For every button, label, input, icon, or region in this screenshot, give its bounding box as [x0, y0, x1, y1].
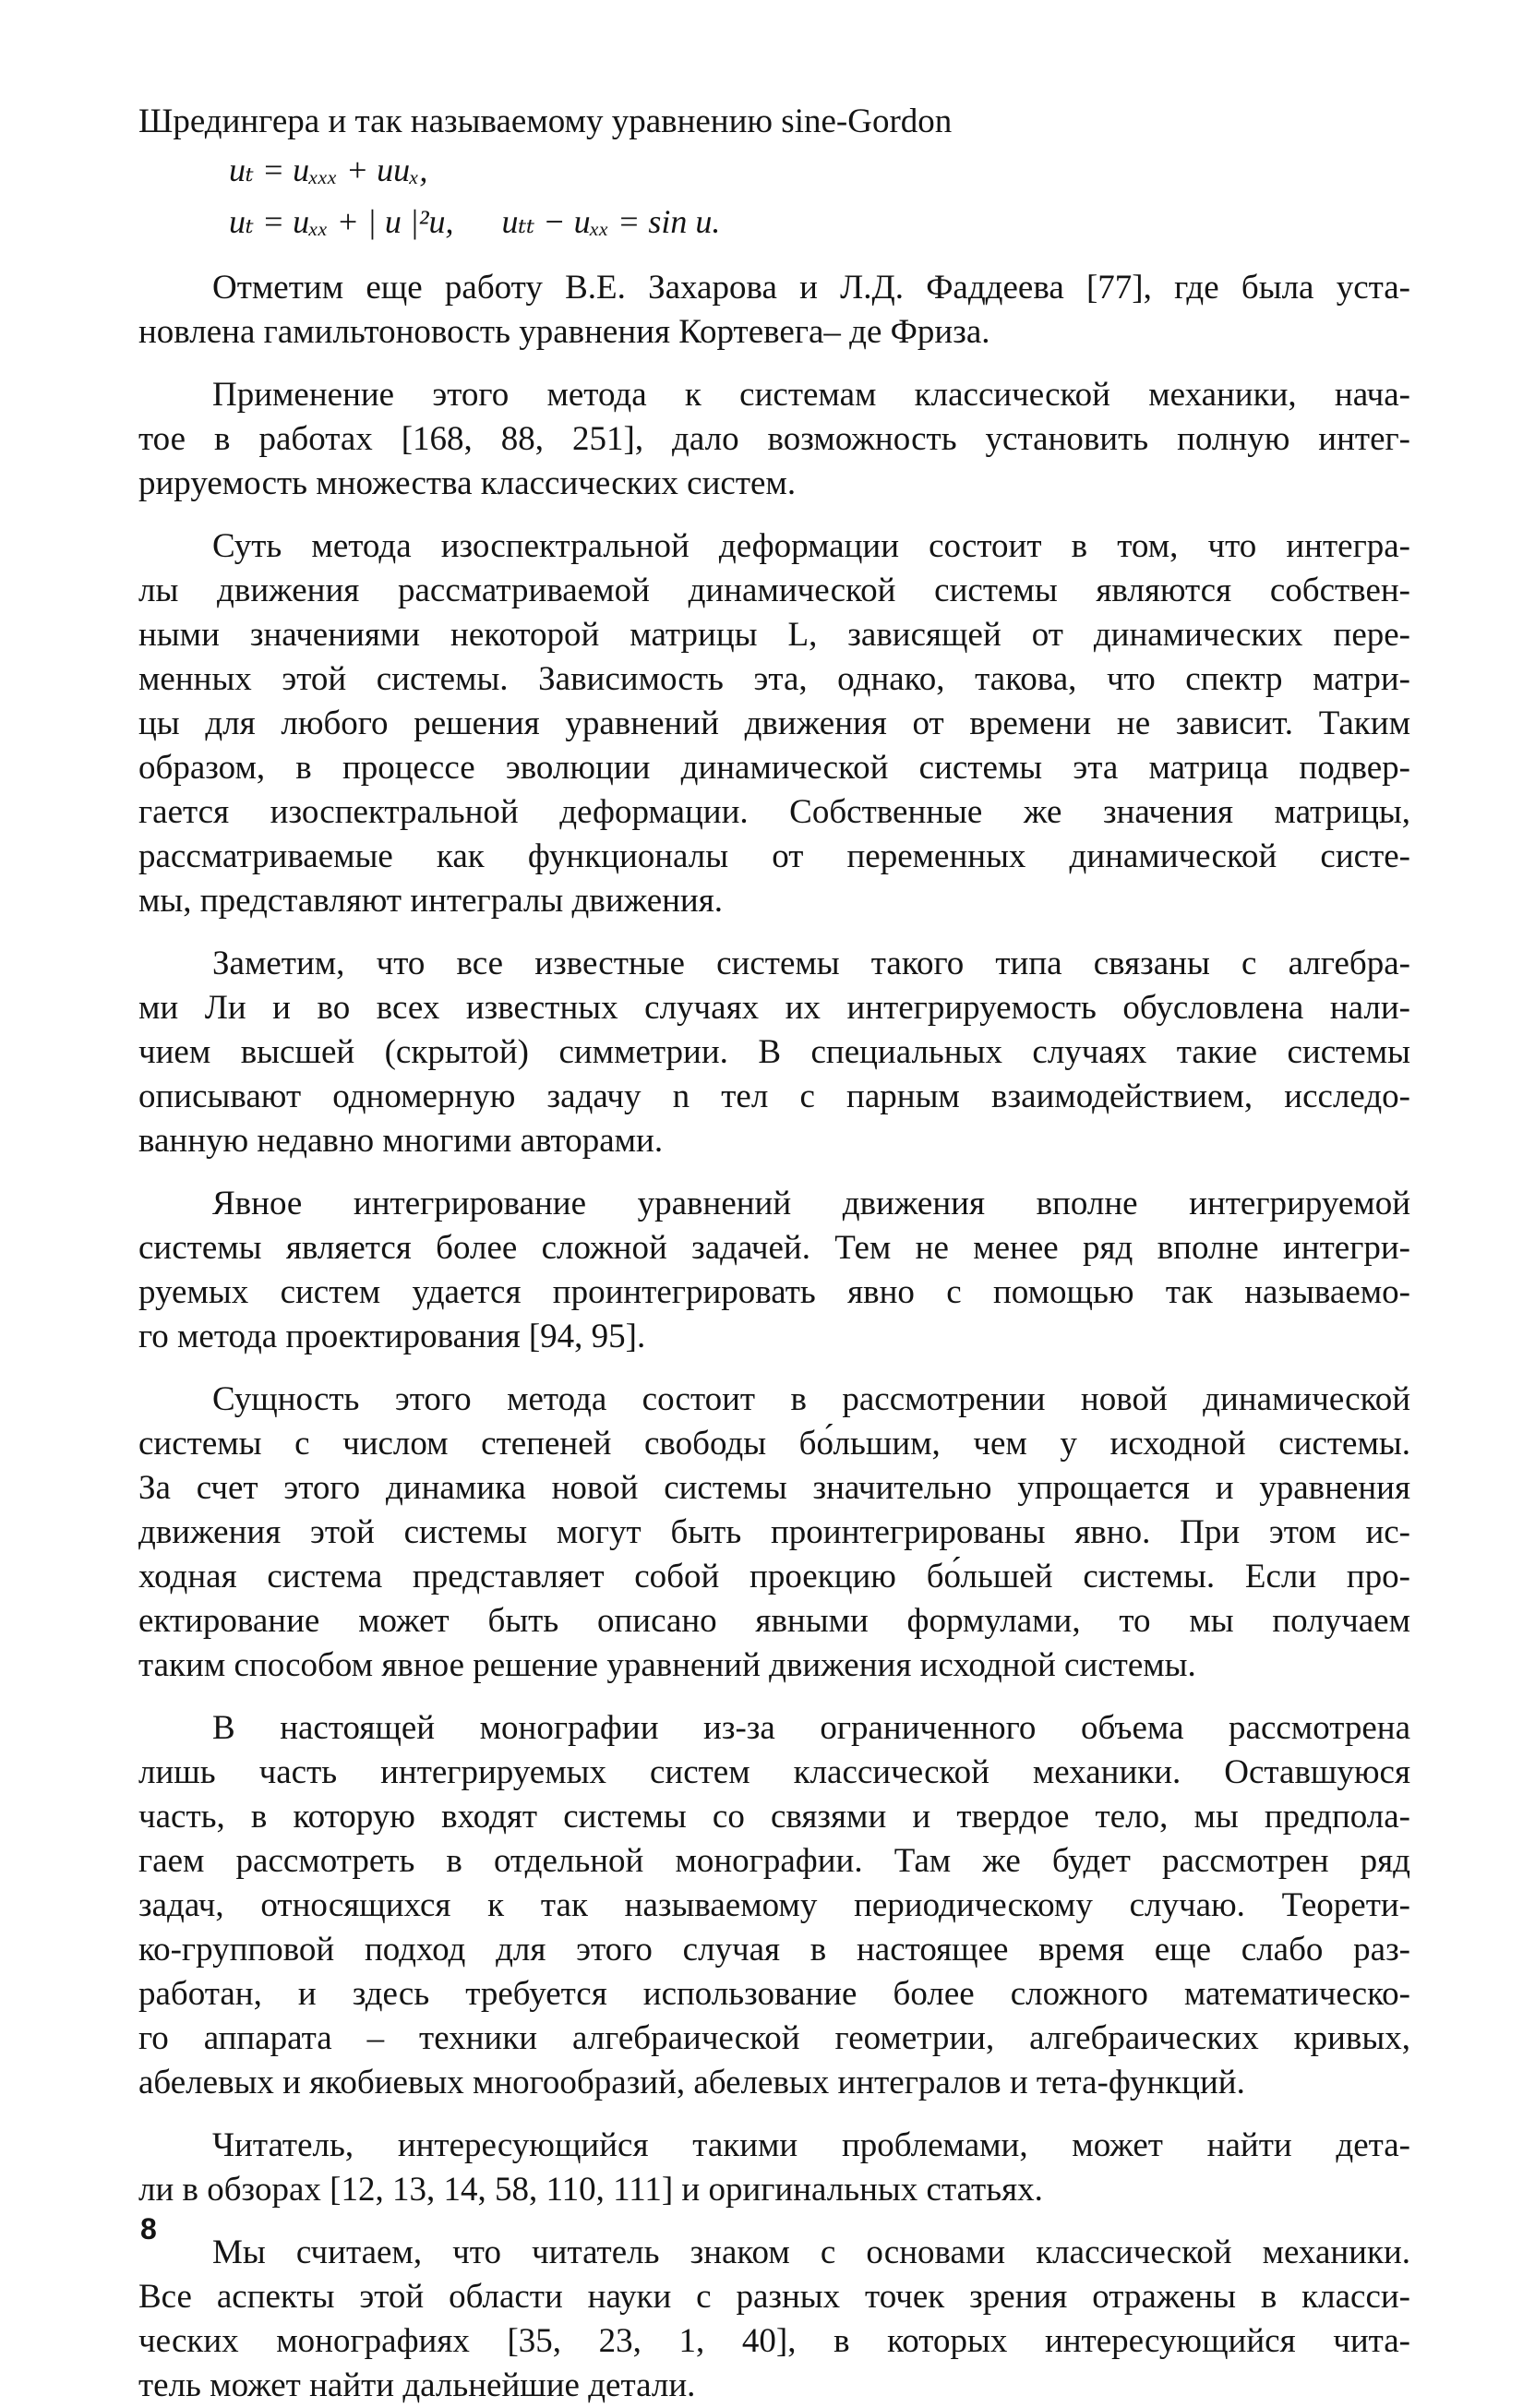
text-line: В настоящей монографии из-за ограниченного объема рассмотрена [212, 1709, 1410, 1747]
text-line: Мы считаем, что читатель знаком с основами классической механики. [212, 2233, 1410, 2271]
text-line: Явное интегрирование уравнений движения вполне интегрируемой [212, 1185, 1410, 1222]
text-line: абелевых и якобиевых многообразий, абелевых интегралов и тета-функций. [138, 2064, 1245, 2101]
intro-line: Шредингера и так называемому уравнению sine-Gordon [138, 102, 953, 140]
text-line: го аппарата – техники алгебраической геометрии, алгебраических кривых, [138, 2019, 1410, 2057]
equation-1 [138, 144, 1410, 196]
text-line: Суть метода изоспектральной деформации состоит в том, что интегра- [212, 527, 1410, 565]
paragraph [138, 266, 1410, 355]
text-line: тое в работах [168, 88, 251], дало возможность установить полную интег- [138, 420, 1410, 458]
paragraphs-container [138, 266, 1410, 2408]
text-line: цы для любого решения уравнений движения от времени не зависит. Таким [138, 704, 1410, 742]
text-line: гается изоспектральной деформации. Собственные же значения матрицы, [138, 793, 1410, 831]
text-line: задач, относящихся к так называемому периодическому случаю. Теорети- [138, 1886, 1410, 1924]
text-line: таким способом явное решение уравнений движения исходной системы. [138, 1646, 1196, 1684]
text-line: Отметим еще работу В.Е. Захарова и Л.Д. Фаддеева [77], где была уста- [212, 269, 1410, 307]
text-line: новлена гамильтоновость уравнения Кортевега– де Фриза. [138, 313, 990, 351]
paragraph [138, 373, 1410, 506]
paragraph [138, 1182, 1410, 1359]
page-body [138, 100, 1410, 2408]
text-line: Сущность этого метода состоит в рассмотрении новой динамической [212, 1380, 1410, 1418]
equation-kdv: uₜ = uₓₓₓ + uuₓ, [229, 151, 428, 188]
paragraph [138, 942, 1410, 1163]
equation-nls: uₜ = uₓₓ + | u |²u, [229, 203, 454, 240]
text-line: За счет этого динамика новой системы значительно упрощается и уравнения [138, 1469, 1410, 1507]
text-line: рируемость множества классических систем. [138, 464, 797, 502]
equation-2 [138, 196, 1410, 247]
text-line: гаем рассмотреть в отдельной монографии. Там же будет рассмотрен ряд [138, 1842, 1410, 1880]
paragraph [138, 1706, 1410, 2105]
text-line: Применение этого метода к системам классической механики, нача- [212, 376, 1410, 414]
text-line: Читатель, интересующийся такими проблемами, может найти дета- [212, 2126, 1410, 2164]
page-number: 8 [140, 2212, 157, 2245]
text-line: чием высшей (скрытой) симметрии. В специальных случаях такие системы [138, 1033, 1410, 1071]
text-line: ными значениями некоторой матрицы L, зависящей от динамических пере- [138, 616, 1410, 654]
text-line: ли в обзорах [12, 13, 14, 58, 110, 111] и оригинальных статьях. [138, 2171, 1043, 2209]
text-line: описывают одномерную задачу n тел с парным взаимодействием, исследо- [138, 1078, 1410, 1115]
text-line: тель может найти дальнейшие детали. [138, 2366, 696, 2404]
text-line: ми Ли и во всех известных случаях их интегрируемость обусловлена нали- [138, 989, 1410, 1027]
paragraph [138, 2231, 1410, 2408]
text-line: лишь часть интегрируемых систем классической механики. Оставшуюся [138, 1753, 1410, 1791]
text-line: ходная система представляет собой проекцию бо́льшей системы. Если про- [138, 1558, 1410, 1595]
text-line: мы, представляют интегралы движения. [138, 882, 723, 920]
text-line: Заметим, что все известные системы такого типа связаны с алгебра- [212, 945, 1410, 982]
text-line: го метода проектирования [94, 95]. [138, 1318, 646, 1355]
text-line: ческих монографиях [35, 23, 1, 40], в которых интересующийся чита- [138, 2322, 1410, 2360]
text-line: менных этой системы. Зависимость эта, однако, такова, что спектр матри- [138, 660, 1410, 698]
text-line: ектирование может быть описано явными формулами, то мы получаем [138, 1602, 1410, 1640]
text-line: часть, в которую входят системы со связями и твердое тело, мы предпола- [138, 1798, 1410, 1836]
paragraph [138, 2124, 1410, 2212]
paragraph [138, 524, 1410, 923]
text-line: работан, и здесь требуется использование более сложного математическо- [138, 1975, 1410, 2013]
text-line: образом, в процессе эволюции динамической системы эта матрица подвер- [138, 749, 1410, 787]
text-line: лы движения рассматриваемой динамической системы являются собствен- [138, 572, 1410, 609]
text-line: руемых систем удается проинтегрировать явно с помощью так называемо- [138, 1273, 1410, 1311]
text-line: ванную недавно многими авторами. [138, 1122, 664, 1160]
text-line: рассматриваемые как функционалы от переменных динамической систе- [138, 837, 1410, 875]
equation-sine-gordon: uₜₜ − uₓₓ = sin u. [501, 203, 721, 240]
text-line: Все аспекты этой области науки с разных точек зрения отражены в класси- [138, 2278, 1410, 2316]
text-line: системы является более сложной задачей. Тем не менее ряд вполне интегри- [138, 1229, 1410, 1267]
text-line: ко-групповой подход для этого случая в настоящее время еще слабо раз- [138, 1931, 1410, 1969]
text-line: системы с числом степеней свободы бо́льшим, чем у исходной системы. [138, 1425, 1410, 1463]
paragraph [138, 1378, 1410, 1688]
text-line: движения этой системы могут быть проинтегрированы явно. При этом ис- [138, 1513, 1410, 1551]
